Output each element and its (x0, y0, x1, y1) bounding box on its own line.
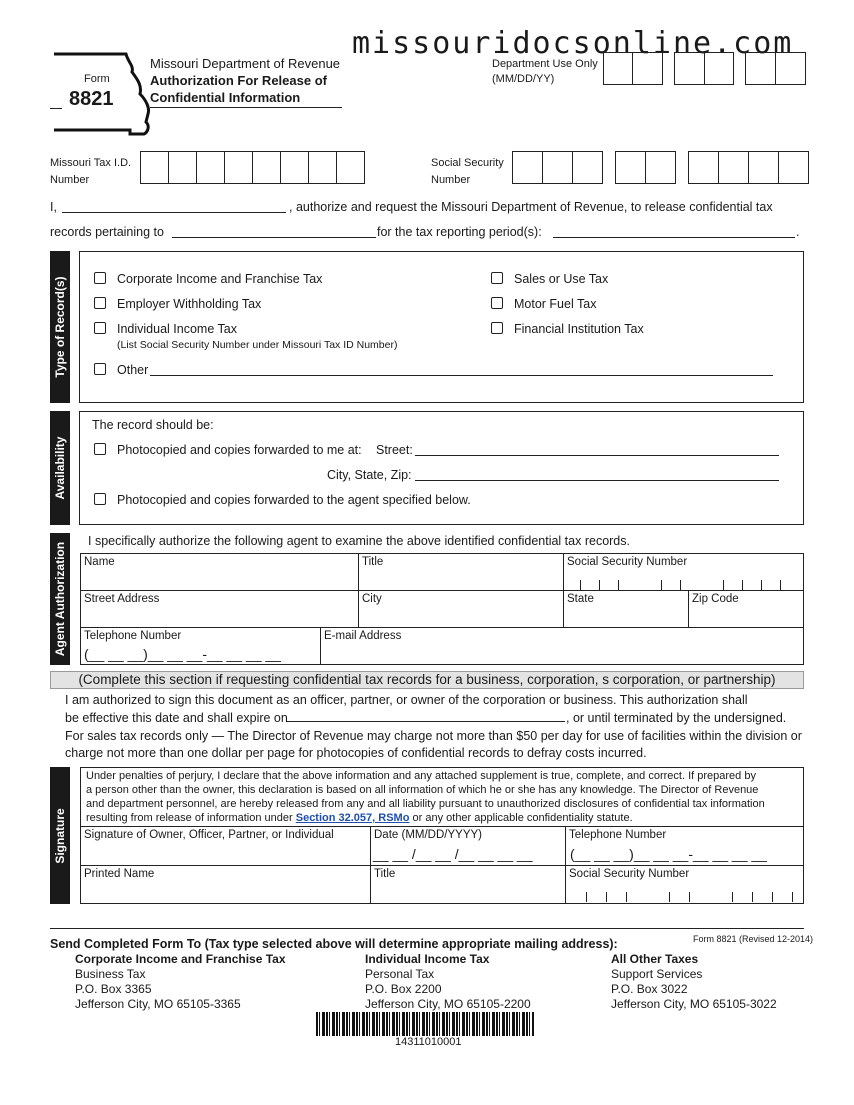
agent-ssn-ticks (580, 580, 781, 590)
dept-name: Missouri Department of Revenue (150, 56, 341, 71)
signature-phone-field[interactable]: Telephone Number (565, 826, 804, 866)
street-field[interactable] (415, 455, 779, 456)
form-label: Form (84, 73, 110, 85)
business-authority-line: I am authorized to sign this document as an officer, partner, or owner of the corporation or business. This authorization shall (65, 693, 748, 707)
signer-ssn-ticks (586, 892, 793, 902)
individual-income-note: (List Social Security Number under Missouri Tax ID Number) (117, 339, 398, 351)
agent-zip-field[interactable]: Zip Code (688, 590, 804, 628)
form-revision: Form 8821 (Revised 12-2014) (693, 934, 814, 944)
availability-sidebar: Availability (50, 411, 70, 525)
authorize-text: , authorize and request the Missouri Department of Revenue, to release confidential tax (289, 200, 773, 214)
agent-ssn-field[interactable]: Social Security Number (563, 553, 804, 591)
perjury-line-4: resulting from release of information under Section 32.057, RSMo or any other applicable confidentiality statute. (86, 812, 633, 824)
authorize-prefix: I, (50, 200, 57, 214)
records-prefix: records pertaining to (50, 225, 164, 239)
authorizer-name-field[interactable] (62, 212, 286, 213)
tax-period-field[interactable] (553, 237, 795, 238)
label-financial-institution: Financial Institution Tax (514, 322, 644, 336)
perjury-line-3: and department personnel, are hereby released from any and all liability pursuant to unauthorized disclosures of confidential tax information (86, 798, 765, 810)
checkbox-employer-withholding[interactable] (94, 297, 106, 312)
barcode-icon (316, 1012, 534, 1036)
checkbox-corporate-income[interactable] (94, 272, 106, 287)
checkbox-other[interactable] (94, 363, 106, 378)
agent-state-field[interactable]: State (563, 590, 689, 628)
address-other: All Other Taxes Support Services P.O. Box 3022 Jefferson City, MO 65105-3022 (611, 952, 777, 1011)
agent-email-field[interactable]: E-mail Address (320, 627, 804, 665)
street-label: Street: (376, 443, 413, 457)
checkbox-individual-income[interactable] (94, 322, 106, 337)
dept-use-date-boxes (603, 52, 805, 85)
agent-title-field[interactable]: Title (358, 553, 564, 591)
address-corporate: Corporate Income and Franchise Tax Business Tax P.O. Box 3365 Jefferson City, MO 65105-3365 (75, 952, 286, 1011)
type-of-records-sidebar: Type of Record(s) (50, 251, 70, 403)
checkbox-forward-to-agent[interactable] (94, 493, 106, 508)
tax-id-label-2: Number (50, 174, 90, 186)
perjury-line-1: Under penalties of perjury, I declare that the above information and any attached supplement is true, complete, and correct. If prepared by (86, 770, 756, 782)
agent-name-field[interactable]: Name (80, 553, 359, 591)
ssn-label: Social Security (431, 157, 504, 169)
signer-title-field[interactable]: Title (370, 865, 566, 904)
agent-phone-field[interactable]: Telephone Number (80, 627, 321, 665)
dept-use-format: (MM/DD/YY) (492, 73, 555, 85)
period-text: for the tax reporting period(s): (377, 225, 542, 239)
printed-name-field[interactable]: Printed Name (80, 865, 371, 904)
city-state-zip-field[interactable] (415, 480, 779, 481)
form-title-line1: Authorization For Release of (150, 73, 327, 88)
checkbox-motor-fuel[interactable] (491, 297, 503, 312)
records-pertaining-field[interactable] (172, 237, 376, 238)
signature-date-mask: __ __ /__ __ /__ __ __ __ (373, 846, 533, 862)
signer-ssn-field[interactable]: Social Security Number (565, 865, 804, 904)
city-state-zip-label: City, State, Zip: (327, 468, 412, 482)
agent-city-field[interactable]: City (358, 590, 564, 628)
label-other: Other (117, 363, 149, 377)
watermark: missouridocsonline.com (352, 26, 794, 61)
sales-tax-note-2: charge not more than one dollar per page for photocopies of confidential records to defray costs incurred. (65, 746, 647, 760)
agent-authorization-sidebar: Agent Authorization (50, 533, 70, 665)
label-motor-fuel: Motor Fuel Tax (514, 297, 597, 311)
footer-rule (50, 928, 804, 929)
label-individual-income: Individual Income Tax (117, 322, 237, 336)
checkbox-forward-to-me[interactable] (94, 443, 106, 458)
form-number: 8821 (69, 88, 114, 110)
agent-street-field[interactable]: Street Address (80, 590, 359, 628)
label-sales-use: Sales or Use Tax (514, 272, 609, 286)
owner-signature-field[interactable]: Signature of Owner, Officer, Partner, or Individual (80, 826, 371, 866)
tax-id-label: Missouri Tax I.D. (50, 157, 132, 169)
divider (50, 108, 62, 109)
business-banner: (Complete this section if requesting confidential tax records for a business, corporation, s corporation, or partnership) (50, 671, 804, 689)
signature-sidebar: Signature (50, 767, 70, 904)
label-forward-to-agent: Photocopied and copies forwarded to the agent specified below. (117, 493, 471, 507)
availability-intro: The record should be: (92, 418, 214, 432)
label-forward-to-me: Photocopied and copies forwarded to me at: (117, 443, 362, 457)
send-to-heading: Send Completed Form To (Tax type selected above will determine appropriate mailing address): (50, 937, 618, 951)
form-title-line2: Confidential Information (150, 90, 301, 105)
ssn-label-2: Number (431, 174, 471, 186)
checkbox-financial-institution[interactable] (491, 322, 503, 337)
perjury-statement (86, 769, 798, 825)
signature-date-field[interactable]: Date (MM/DD/YYYY) (370, 826, 566, 866)
title-underline (150, 107, 342, 108)
period-end: . (796, 225, 800, 239)
expiration-date-field[interactable] (287, 721, 565, 722)
perjury-line-2: a person other than the owner, this declaration is based on all information of which he or she has any knowledge. The Director of Revenue (86, 784, 759, 796)
label-employer-withholding: Employer Withholding Tax (117, 297, 262, 311)
dept-use-label: Department Use Only (492, 58, 598, 70)
signature-phone-mask: (__ __ __)__ __ __-__ __ __ __ (570, 846, 767, 862)
barcode-number: 14311010001 (395, 1036, 462, 1048)
sales-tax-note-1: For sales tax records only — The Director of Revenue may charge not more than $50 per day for use of facilities within the division or (65, 729, 802, 743)
business-expire-suffix: , or until terminated by the undersigned. (566, 711, 787, 725)
checkbox-sales-use[interactable] (491, 272, 503, 287)
agent-intro: I specifically authorize the following agent to examine the above identified confidential tax records. (88, 534, 630, 548)
section-32057-link[interactable]: Section 32.057, RSMo (295, 812, 410, 824)
tax-id-input[interactable] (140, 151, 364, 184)
address-individual: Individual Income Tax Personal Tax P.O. Box 2200 Jefferson City, MO 65105-2200 (365, 952, 531, 1011)
label-corporate-income: Corporate Income and Franchise Tax (117, 272, 323, 286)
other-field[interactable] (150, 375, 773, 376)
business-expire-prefix: be effective this date and shall expire on (65, 711, 288, 725)
agent-phone-mask: (__ __ __)__ __ __-__ __ __ __ (84, 646, 281, 662)
ssn-input[interactable] (512, 151, 808, 184)
